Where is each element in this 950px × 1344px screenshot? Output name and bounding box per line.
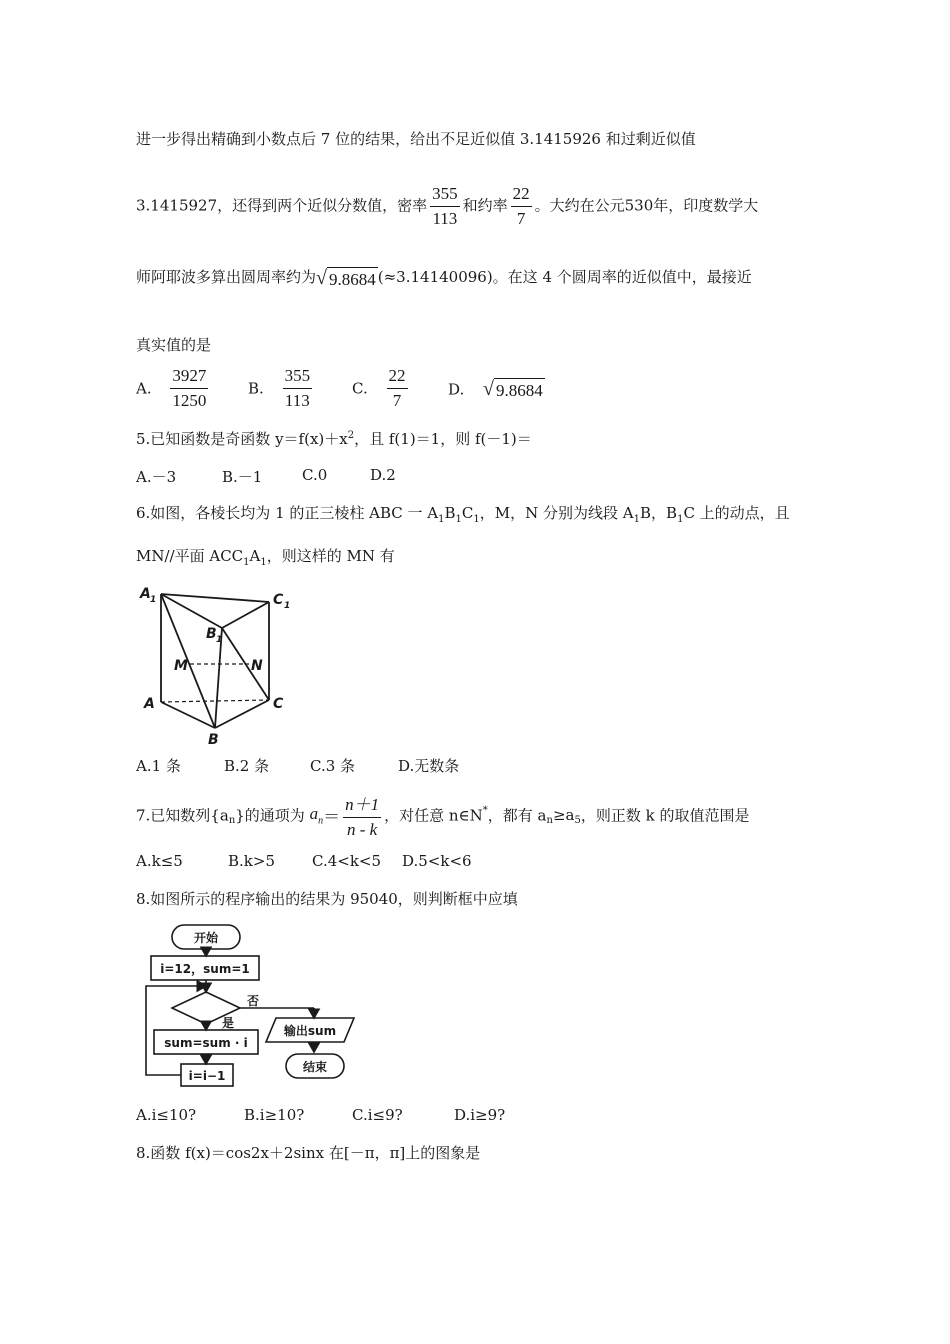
para-text: 和约率 bbox=[462, 196, 508, 215]
label-c1: C bbox=[273, 592, 284, 608]
flow-init-text: i=12，sum=1 bbox=[160, 962, 250, 976]
q8-option-a: A.i≤10? bbox=[136, 1106, 197, 1124]
q7-option-d: D.5<k<6 bbox=[402, 852, 472, 870]
svg-text:1: 1 bbox=[216, 635, 223, 645]
q8-option-d: D.i≥9? bbox=[454, 1106, 506, 1124]
label-b1: B bbox=[206, 626, 217, 642]
q6-option-d: D.无数条 bbox=[398, 757, 460, 775]
q4-option-a: A. $\frac{3927}{1250}$ bbox=[136, 366, 207, 410]
flow-end-text: 结束 bbox=[302, 1060, 328, 1074]
q8-stem: 8.如图所示的程序输出的结果为 95040，则判断框中应填 bbox=[136, 890, 518, 908]
flow-yes-text: 是 bbox=[221, 1016, 235, 1030]
q6-stem-line-2: MN//平面 $ACC_1A_1$，则这样的 MN 有 bbox=[136, 547, 395, 568]
label-b: B bbox=[208, 732, 219, 748]
svg-text:1: 1 bbox=[150, 595, 157, 605]
q7-stem: 7.已知数列$\{a_n\}$的通项为 $a_n=$ $\frac{n+1}{n - k}$ ，对任意 n∈N*，都有 $a_n\ge a_5$，则正数 k 的取值范围是 bbox=[136, 790, 749, 840]
sqrt-expression: √ 9.8684 bbox=[316, 266, 376, 289]
q8-option-c: C.i≤9? bbox=[352, 1106, 403, 1124]
q5-option-a: A.－3 bbox=[136, 468, 177, 486]
fraction-milü: $\frac{355}{113}$ bbox=[432, 184, 458, 228]
q6-option-b: B.2 条 bbox=[224, 757, 270, 775]
q6-stem-line-1: 6.如图，各棱长均为 1 的正三棱柱 ABC 一 $A_1B_1C_1$，M，N 分别为线段 $A_1B$，$B_1C$ 上的动点，且 bbox=[136, 504, 790, 525]
label-a: A bbox=[144, 696, 155, 712]
para-text: 进一步得出精确到小数点后 7 位的结果，给出不足近似值 3.1415926 和过剩近似值 bbox=[136, 130, 696, 148]
para-line-2 bbox=[136, 184, 758, 229]
para-text: 3.1415927，还得到两个近似分数值，密率 bbox=[136, 196, 428, 215]
flow-update-text: sum=sum · i bbox=[164, 1036, 248, 1050]
q5-option-b: B.－1 bbox=[222, 468, 263, 486]
q8-option-b: B.i≥10? bbox=[244, 1106, 305, 1124]
q7-option-c: C.4<k<5 bbox=[312, 852, 382, 870]
label-a1: A bbox=[140, 586, 151, 602]
flow-increment-text: i=i−1 bbox=[188, 1069, 226, 1083]
para-text: 。大约在公元530年，印度数学大 bbox=[534, 196, 759, 215]
flow-start-text: 开始 bbox=[193, 931, 219, 945]
q7-fraction: $\frac{n+1}{n - k}$ bbox=[343, 790, 381, 840]
para-line-1 bbox=[136, 128, 696, 149]
fraction-yuelü: $\frac{22}{7}$ bbox=[512, 184, 530, 228]
q4-option-b: B. $\frac{355}{113}$ bbox=[248, 366, 311, 410]
flow-output-text: 输出sum bbox=[283, 1024, 337, 1038]
para-text: 师阿耶波多算出圆周率约为 bbox=[136, 268, 317, 286]
q4-option-d: D. √ 9.8684 bbox=[448, 378, 543, 400]
label-n: N bbox=[251, 658, 263, 674]
q6-option-c: C.3 条 bbox=[310, 757, 356, 775]
svg-text:1: 1 bbox=[284, 601, 291, 611]
para-line-3 bbox=[136, 266, 752, 290]
q6-option-a: A.1 条 bbox=[136, 757, 181, 775]
q9-stem: 8.函数 f(x)＝cos2x＋2sinx 在[－π，π]上的图象是 bbox=[136, 1144, 481, 1162]
flow-no-text: 否 bbox=[246, 994, 260, 1008]
para-text: (≈3.14140096)。在这 4 个圆周率的近似值中，最接近 bbox=[377, 268, 752, 286]
q7-option-b: B.k>5 bbox=[228, 852, 275, 870]
q5-stem: 5.已知函数是奇函数 $y=f(x)+x^2$，且 f(1)＝1，则 f(－1)＝ bbox=[136, 430, 532, 448]
q4-option-c: C. $\frac{22}{7}$ bbox=[352, 366, 406, 410]
label-c: C bbox=[273, 696, 284, 712]
prism-figure bbox=[136, 580, 306, 750]
para-line-4 bbox=[136, 334, 211, 355]
q7-option-a: A.k≤5 bbox=[136, 852, 183, 870]
para-text: 真实值的是 bbox=[136, 336, 212, 354]
q5-option-d: D.2 bbox=[370, 466, 396, 484]
flowchart-figure bbox=[136, 918, 366, 1088]
q5-option-c: C.0 bbox=[302, 466, 328, 484]
sequence-term: $a_n$ bbox=[309, 803, 324, 827]
label-m: M bbox=[174, 658, 188, 674]
